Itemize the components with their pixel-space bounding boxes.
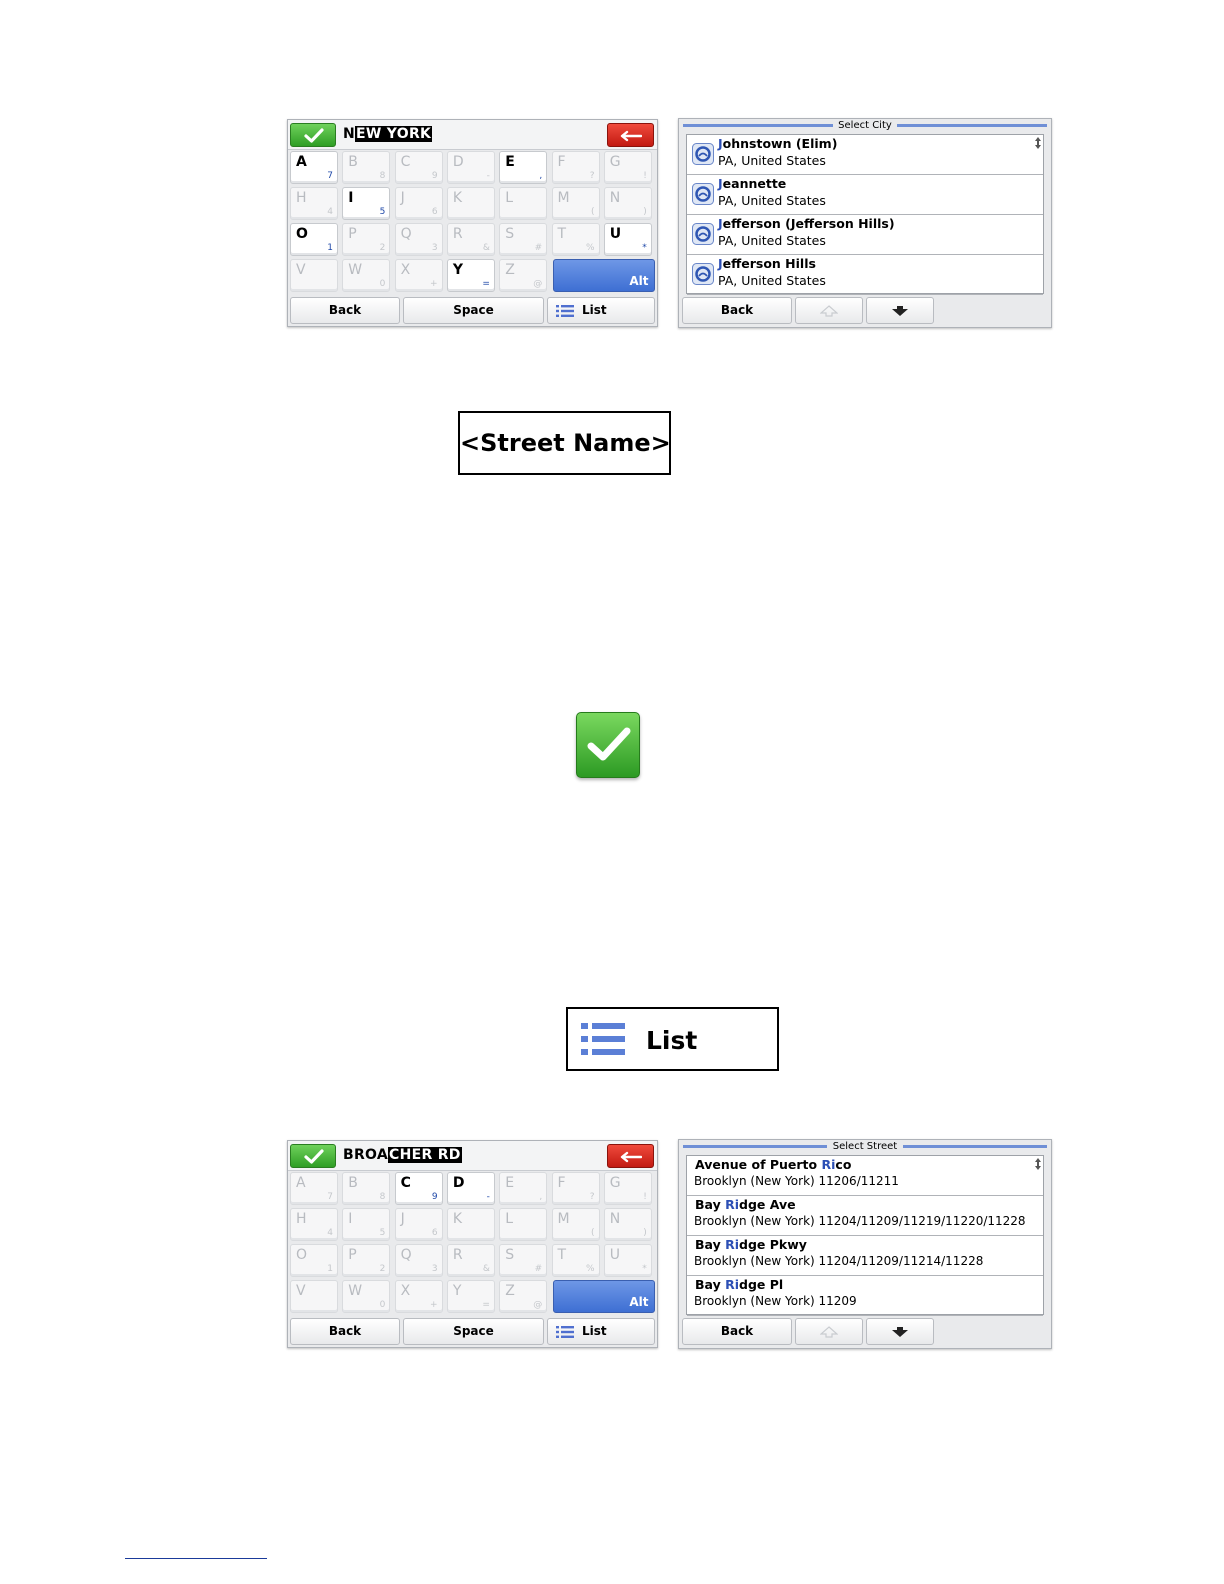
- city-results-list: [686, 134, 1044, 294]
- key-letter: W: [348, 262, 363, 278]
- street-name: [695, 1277, 783, 1292]
- back-button[interactable]: Back: [290, 1318, 400, 1345]
- key-alt-char: ,: [539, 171, 543, 181]
- key-r[interactable]: [447, 1244, 495, 1277]
- match-highlight: Ri: [725, 1277, 739, 1292]
- key-letter: I: [348, 1211, 353, 1227]
- key-alt-char: #: [534, 1264, 543, 1274]
- key-alt-char: @: [533, 1300, 543, 1310]
- key-letter: P: [348, 226, 357, 242]
- city-keyboard-panel: [287, 119, 658, 327]
- list-icon: [556, 305, 574, 317]
- space-button[interactable]: Space: [403, 1318, 544, 1345]
- key-alt-char: ): [643, 207, 647, 217]
- list-button-label: List: [582, 303, 607, 317]
- key-row: [290, 151, 656, 187]
- city-icon: [692, 183, 714, 209]
- street-locality: Brooklyn (New York) 11204/11209/11214/11228: [694, 1254, 984, 1268]
- key-g[interactable]: [604, 151, 652, 184]
- key-alt-char: 8: [379, 171, 386, 181]
- key-alt-char: 6: [431, 1228, 438, 1238]
- city-name-rest: ohnstown (Elim): [722, 136, 838, 151]
- suggested-text: EW YORK: [356, 126, 432, 142]
- key-alt-char: %: [585, 1264, 595, 1274]
- key-letter: H: [296, 1211, 307, 1227]
- typed-text: N: [343, 126, 356, 142]
- confirm-button[interactable]: [290, 123, 336, 147]
- city-region: PA, United States: [718, 233, 826, 248]
- key-c[interactable]: [395, 151, 443, 184]
- match-highlight: Ri: [821, 1157, 836, 1172]
- key-v[interactable]: [290, 259, 338, 292]
- key-a[interactable]: [290, 151, 338, 184]
- key-f[interactable]: [552, 151, 600, 184]
- match-highlight: Ri: [725, 1237, 739, 1252]
- key-letter: T: [557, 226, 567, 242]
- street-locality: Brooklyn (New York) 11204/11209/11219/11220/11228: [694, 1214, 1026, 1228]
- key-row: [290, 1244, 656, 1280]
- key-b[interactable]: [342, 1172, 390, 1205]
- checkmark-icon: [304, 128, 324, 144]
- list-button[interactable]: [547, 297, 655, 324]
- key-letter: N: [609, 1211, 621, 1227]
- key-i[interactable]: [342, 187, 390, 220]
- key-e[interactable]: [499, 1172, 547, 1205]
- key-alt-char: 4: [327, 207, 333, 217]
- key-alt-char: 7: [327, 1192, 333, 1202]
- street-list-item[interactable]: [687, 1236, 1043, 1276]
- match-highlight: J: [718, 256, 723, 271]
- scroll-down-button[interactable]: [866, 297, 934, 324]
- key-i[interactable]: [342, 1208, 390, 1241]
- key-letter: J: [400, 1211, 405, 1227]
- key-letter: S: [505, 1247, 515, 1263]
- confirm-button-large[interactable]: [576, 712, 640, 778]
- confirm-button[interactable]: [290, 1144, 336, 1168]
- key-alt-char: ?: [589, 171, 595, 181]
- key-letter: M: [557, 1211, 570, 1227]
- list-title-bar: [679, 119, 1051, 133]
- back-button[interactable]: Back: [290, 297, 400, 324]
- key-letter: A: [296, 154, 307, 170]
- city-name: [718, 256, 816, 271]
- key-h[interactable]: [290, 187, 338, 220]
- match-highlight: J: [718, 136, 723, 151]
- key-alt-char: =: [482, 1300, 490, 1310]
- match-highlight: Ri: [725, 1197, 739, 1212]
- city-name: [718, 136, 837, 151]
- footnote-separator: [125, 1558, 267, 1559]
- suggested-text: CHER RD: [389, 1147, 461, 1163]
- list-icon: [556, 1326, 574, 1338]
- key-u[interactable]: [604, 1244, 652, 1277]
- key-alt-char: #: [534, 243, 543, 253]
- key-p[interactable]: [342, 223, 390, 256]
- list-title: Select City: [833, 120, 897, 131]
- key-letter: Z: [505, 1283, 515, 1299]
- alt-key[interactable]: [553, 259, 655, 292]
- key-letter: X: [400, 262, 411, 278]
- input-bar: [288, 120, 657, 150]
- key-alt-char: 0: [379, 1300, 386, 1310]
- key-letter: L: [505, 1211, 513, 1227]
- list-back-button[interactable]: Back: [682, 1318, 792, 1345]
- street-name: [695, 1157, 851, 1172]
- key-alt-char: 1: [327, 243, 333, 253]
- key-z[interactable]: [499, 259, 547, 292]
- key-h[interactable]: [290, 1208, 338, 1241]
- key-letter: R: [452, 1247, 463, 1263]
- city-name-rest: efferson (Jefferson Hills): [722, 216, 895, 231]
- street-locality: Brooklyn (New York) 11209: [694, 1294, 857, 1308]
- street-name-post: co: [835, 1157, 852, 1172]
- key-letter: P: [348, 1247, 357, 1263]
- key-k[interactable]: [447, 187, 495, 220]
- key-row: [290, 1172, 656, 1208]
- city-icon: [692, 263, 714, 289]
- street-locality: Brooklyn (New York) 11206/11211: [694, 1174, 899, 1188]
- backspace-button[interactable]: [607, 123, 654, 147]
- key-alt-char: -: [486, 1192, 490, 1202]
- letter-keys: [290, 1172, 656, 1316]
- key-r[interactable]: [447, 223, 495, 256]
- key-alt-char: (: [590, 207, 595, 217]
- key-row: [290, 187, 656, 223]
- key-letter: Q: [400, 1247, 412, 1263]
- key-letter: J: [400, 190, 405, 206]
- arrow-down-icon: [891, 1326, 909, 1338]
- key-alt-char: 6: [431, 207, 438, 217]
- key-w[interactable]: [342, 259, 390, 292]
- street-input[interactable]: [343, 1146, 462, 1164]
- typed-text: BROA: [343, 1147, 389, 1163]
- key-letter: O: [296, 1247, 308, 1263]
- key-letter: Y: [452, 262, 464, 278]
- key-a[interactable]: [290, 1172, 338, 1205]
- key-alt-char: ): [643, 1228, 647, 1238]
- key-row: [290, 1208, 656, 1244]
- keyboard-toolbar: [288, 1316, 657, 1347]
- list-button[interactable]: [547, 1318, 655, 1345]
- key-y[interactable]: [447, 259, 495, 292]
- street-name-pre: Avenue of Puerto: [695, 1157, 822, 1172]
- keyboard-toolbar: [288, 295, 657, 326]
- key-letter: T: [557, 1247, 567, 1263]
- key-w[interactable]: [342, 1280, 390, 1313]
- key-letter: N: [609, 190, 621, 206]
- key-letter: H: [296, 190, 307, 206]
- street-list-item[interactable]: [687, 1196, 1043, 1236]
- city-icon: [692, 143, 714, 169]
- key-alt-char: &: [482, 243, 490, 253]
- key-alt-char: ,: [539, 1192, 543, 1202]
- key-alt-char: 1: [327, 1264, 333, 1274]
- key-alt-char: 5: [379, 1228, 386, 1238]
- list-back-button[interactable]: Back: [682, 297, 792, 324]
- street-name-pre: Bay: [695, 1277, 726, 1292]
- list-button-large[interactable]: [566, 1007, 779, 1071]
- checkmark-icon: [586, 725, 632, 765]
- key-letter: U: [609, 1247, 621, 1263]
- key-x[interactable]: [395, 259, 443, 292]
- key-t[interactable]: [552, 223, 600, 256]
- street-name-field[interactable]: <Street Name>: [458, 411, 671, 475]
- key-letter: E: [505, 154, 515, 170]
- city-name: [718, 176, 786, 191]
- key-d[interactable]: [447, 1172, 495, 1205]
- key-alt-char: 9: [431, 1192, 438, 1202]
- key-s[interactable]: [499, 1244, 547, 1277]
- street-name-post: dge Pkwy: [739, 1237, 807, 1252]
- key-b[interactable]: [342, 151, 390, 184]
- key-letter: B: [348, 1175, 358, 1191]
- key-letter: X: [400, 1283, 411, 1299]
- city-region: PA, United States: [718, 153, 826, 168]
- key-alt-char: ?: [589, 1192, 595, 1202]
- key-m[interactable]: [552, 1208, 600, 1241]
- key-alt-char: &: [482, 1264, 490, 1274]
- key-t[interactable]: [552, 1244, 600, 1277]
- key-letter: B: [348, 154, 358, 170]
- key-o[interactable]: [290, 223, 338, 256]
- street-list-item[interactable]: [687, 1276, 1043, 1316]
- key-alt-char: +: [430, 1300, 438, 1310]
- key-alt-char: 2: [379, 243, 386, 253]
- key-row: [290, 1280, 656, 1316]
- key-u[interactable]: [604, 223, 652, 256]
- key-row: [290, 223, 656, 259]
- street-name-pre: Bay: [695, 1197, 726, 1212]
- key-letter: O: [296, 226, 308, 242]
- arrow-up-icon: [820, 305, 838, 317]
- alt-key-label: Alt: [629, 274, 649, 288]
- key-alt-char: 9: [431, 171, 438, 181]
- key-alt-char: *: [642, 1264, 647, 1274]
- key-letter: F: [557, 1175, 566, 1191]
- key-alt-char: 2: [379, 1264, 386, 1274]
- scroll-up-button[interactable]: [795, 1318, 863, 1345]
- key-alt-char: 7: [327, 171, 333, 181]
- key-letter: C: [400, 154, 411, 170]
- key-j[interactable]: [395, 187, 443, 220]
- city-list-item[interactable]: [687, 135, 1043, 175]
- scroll-down-button[interactable]: [866, 1318, 934, 1345]
- key-letter: E: [505, 1175, 515, 1191]
- city-region: PA, United States: [718, 193, 826, 208]
- key-m[interactable]: [552, 187, 600, 220]
- list-toolbar: [679, 1316, 1051, 1348]
- key-alt-char: %: [585, 243, 595, 253]
- key-alt-char: -: [486, 171, 490, 181]
- key-c[interactable]: [395, 1172, 443, 1205]
- list-toolbar: [679, 295, 1051, 327]
- key-alt-char: 8: [379, 1192, 386, 1202]
- alt-key[interactable]: [553, 1280, 655, 1313]
- key-n[interactable]: [604, 1208, 652, 1241]
- list-title: Select Street: [828, 1141, 902, 1152]
- street-keyboard-panel: [287, 1140, 658, 1348]
- scroll-up-button[interactable]: [795, 297, 863, 324]
- key-s[interactable]: [499, 223, 547, 256]
- key-letter: D: [452, 1175, 465, 1191]
- key-letter: U: [609, 226, 622, 242]
- arrow-left-icon: [620, 130, 642, 142]
- key-g[interactable]: [604, 1172, 652, 1205]
- street-name-post: dge Pl: [739, 1277, 784, 1292]
- city-list-item[interactable]: [687, 255, 1043, 295]
- key-e[interactable]: [499, 151, 547, 184]
- street-name-pre: Bay: [695, 1237, 726, 1252]
- key-alt-char: 3: [431, 1264, 438, 1274]
- key-letter: M: [557, 190, 570, 206]
- select-city-panel: [678, 118, 1052, 328]
- city-name-rest: eannette: [722, 176, 787, 191]
- key-alt-char: +: [430, 279, 438, 289]
- key-letter: C: [400, 1175, 411, 1191]
- key-letter: G: [609, 154, 621, 170]
- key-alt-char: *: [642, 243, 647, 253]
- key-alt-char: !: [643, 171, 647, 181]
- key-alt-char: 4: [327, 1228, 333, 1238]
- arrow-left-icon: [620, 1151, 642, 1163]
- match-highlight: J: [718, 216, 723, 231]
- key-d[interactable]: [447, 151, 495, 184]
- city-list-item[interactable]: [687, 215, 1043, 255]
- key-y[interactable]: [447, 1280, 495, 1313]
- arrow-down-icon: [891, 305, 909, 317]
- key-letter: L: [505, 190, 513, 206]
- key-alt-char: 3: [431, 243, 438, 253]
- key-o[interactable]: [290, 1244, 338, 1277]
- key-l[interactable]: [499, 1208, 547, 1241]
- key-letter: R: [452, 226, 463, 242]
- key-letter: A: [296, 1175, 306, 1191]
- list-button-large-label: List: [646, 1026, 698, 1055]
- list-title-bar: [679, 1140, 1051, 1154]
- city-name: [718, 216, 895, 231]
- key-letter: S: [505, 226, 515, 242]
- key-alt-char: =: [482, 279, 490, 289]
- alt-key-label: Alt: [629, 1295, 649, 1309]
- street-results-list: [686, 1155, 1044, 1315]
- key-n[interactable]: [604, 187, 652, 220]
- arrow-up-icon: [820, 1326, 838, 1338]
- city-name-rest: efferson Hills: [722, 256, 816, 271]
- key-p[interactable]: [342, 1244, 390, 1277]
- key-letter: Q: [400, 226, 412, 242]
- key-alt-char: !: [643, 1192, 647, 1202]
- key-letter: K: [452, 190, 463, 206]
- key-letter: D: [452, 154, 464, 170]
- city-icon: [692, 223, 714, 249]
- key-letter: V: [296, 262, 306, 278]
- key-v[interactable]: [290, 1280, 338, 1313]
- city-region: PA, United States: [718, 273, 826, 288]
- input-bar: [288, 1141, 657, 1171]
- key-letter: Y: [452, 1283, 462, 1299]
- match-highlight: J: [718, 176, 723, 191]
- select-street-panel: [678, 1139, 1052, 1349]
- key-letter: K: [452, 1211, 463, 1227]
- key-alt-char: 0: [379, 279, 386, 289]
- key-letter: Z: [505, 262, 515, 278]
- key-letter: I: [348, 190, 354, 206]
- key-l[interactable]: [499, 187, 547, 220]
- list-icon: [581, 1023, 625, 1055]
- checkmark-icon: [304, 1149, 324, 1165]
- key-z[interactable]: [499, 1280, 547, 1313]
- key-alt-char: (: [590, 1228, 595, 1238]
- backspace-button[interactable]: [607, 1144, 654, 1168]
- key-letter: F: [557, 154, 566, 170]
- key-q[interactable]: [395, 223, 443, 256]
- key-letter: W: [348, 1283, 363, 1299]
- key-f[interactable]: [552, 1172, 600, 1205]
- key-letter: V: [296, 1283, 306, 1299]
- key-x[interactable]: [395, 1280, 443, 1313]
- space-button[interactable]: Space: [403, 297, 544, 324]
- street-list-item[interactable]: [687, 1156, 1043, 1196]
- key-k[interactable]: [447, 1208, 495, 1241]
- street-name: [695, 1197, 796, 1212]
- city-input[interactable]: [343, 125, 432, 143]
- key-letter: G: [609, 1175, 621, 1191]
- key-alt-char: @: [533, 279, 543, 289]
- street-name-post: dge Ave: [739, 1197, 796, 1212]
- key-row: [290, 259, 656, 295]
- city-list-item[interactable]: [687, 175, 1043, 215]
- letter-keys: [290, 151, 656, 295]
- key-j[interactable]: [395, 1208, 443, 1241]
- key-q[interactable]: [395, 1244, 443, 1277]
- list-button-label: List: [582, 1324, 607, 1338]
- street-name: [695, 1237, 807, 1252]
- key-alt-char: 5: [379, 207, 386, 217]
